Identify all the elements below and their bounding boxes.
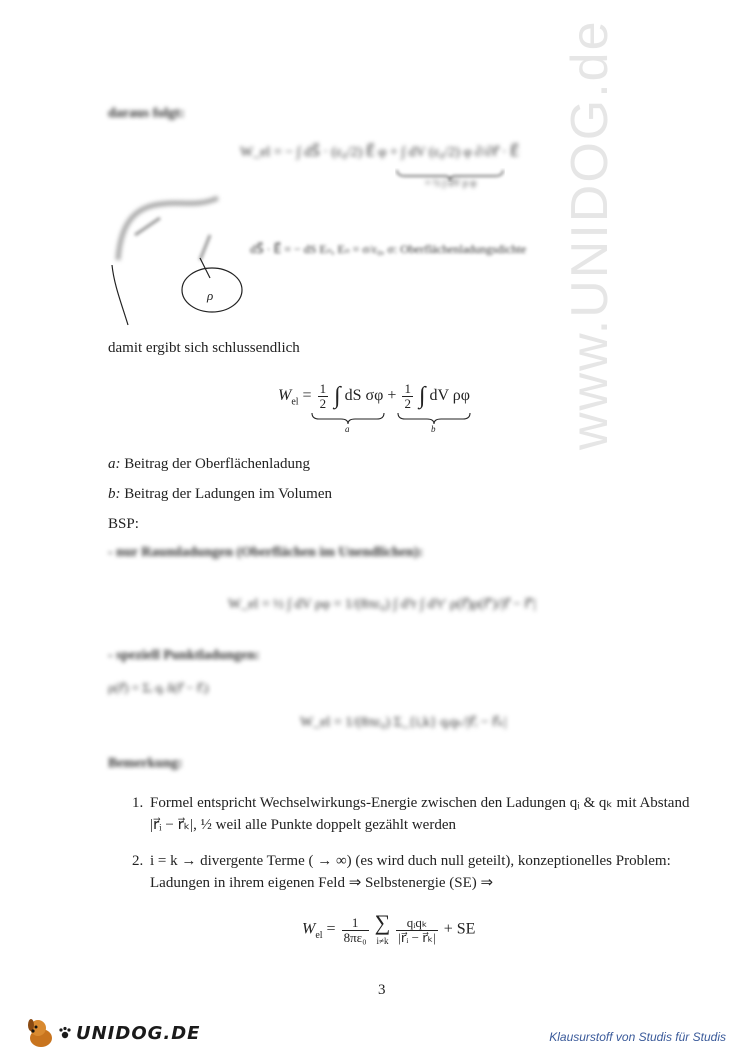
watermark: www.UNIDOG.de (561, 19, 619, 450)
nur-raumladungen: - nur Raumladungen (Oberflächen im Unendlichen): (108, 545, 424, 560)
footer-tagline: Klausurstoff von Studis für Studis (549, 1030, 726, 1044)
surface-equation: dS⃗ · E⃗ = − dS Eₙ, Eₙ = σ/ε₀, σ: Oberflächenladungsdichte (250, 242, 527, 256)
paw-icon (58, 1026, 72, 1040)
daraus-folgt: daraus folgt: (108, 106, 185, 121)
bsp-label: BSP: (108, 516, 139, 532)
equation-1: W_el = − ∫ dS⃗ · (ε₀/2) E⃗ φ + ∫ dV (ε₀/2) φ ∂/∂r⃗ · E⃗ (240, 145, 520, 160)
underbraces (310, 412, 480, 426)
brand-text: UNIDOG.DE (76, 1022, 201, 1044)
rho-definition: ρ(r⃗) = Σᵢ qᵢ δ(r⃗ − r⃗ᵢ) (108, 680, 209, 695)
punkt-equation: W_el = 1/(8πε₀) Σ_{i,k} qᵢqₖ/|r⃗ᵢ − r⃗ₖ| (300, 715, 507, 730)
list-item: 1. Formel entspricht Wechselwirkungs-Energie zwischen den Ladungen qᵢ & qₖ mit Abstand |r⃗ᵢ − r⃗ₖ|, ½ weil alle Punkte doppelt gezählt werden (132, 795, 690, 833)
unidog-logo[interactable] (24, 1016, 200, 1050)
rho-label: ρ (207, 288, 214, 303)
dog-icon (24, 1016, 58, 1050)
a-description: a: Beitrag der Oberflächenladung (108, 456, 310, 472)
speziell-punktladungen: - speziell Punktladungen: (108, 648, 260, 663)
brace-a-label: a (345, 424, 350, 434)
b-description: b: Beitrag der Ladungen im Volumen (108, 486, 332, 502)
final-equation: $W_{el}$ = $\frac{1}{\text{8πε₀}}$ ∑ i≠k $\frac{\text{qᵢqₖ}}{\text{|r⃗ᵢ − r⃗ₖ|}}$ + SE (302, 910, 476, 946)
page-number: 3 (378, 982, 386, 998)
list-item: 2. i = k → divergente Terme ( → ∞) (es wird duch null geteilt), konzeptionelles Problem: Ladungen in ihrem eigenen Feld ⇒ Selbstenergie (SE) ⇒ (132, 853, 671, 891)
brace-eq1 (395, 168, 505, 182)
bemerkung-heading: Bemerkung: (108, 756, 183, 771)
surface-diagram (100, 190, 260, 330)
damit-text: damit ergibt sich schlussendlich (108, 340, 300, 356)
equation-1-brace: = ½ ∫ dV ρ φ (425, 178, 477, 189)
brace-b-label: b (431, 424, 436, 434)
raum-equation: W_el = ½ ∫ dV ρφ = 1/(8πε₀) ∫ d³r ∫ d³r′ ρ(r⃗)ρ(r⃗′)/|r⃗ − r⃗′| (228, 597, 537, 612)
wel-equation: $W_{el}$ = $\frac{1}{2}$ ∫ dS σφ + $\frac{1}{2}$ ∫ dV ρφ (278, 381, 471, 411)
